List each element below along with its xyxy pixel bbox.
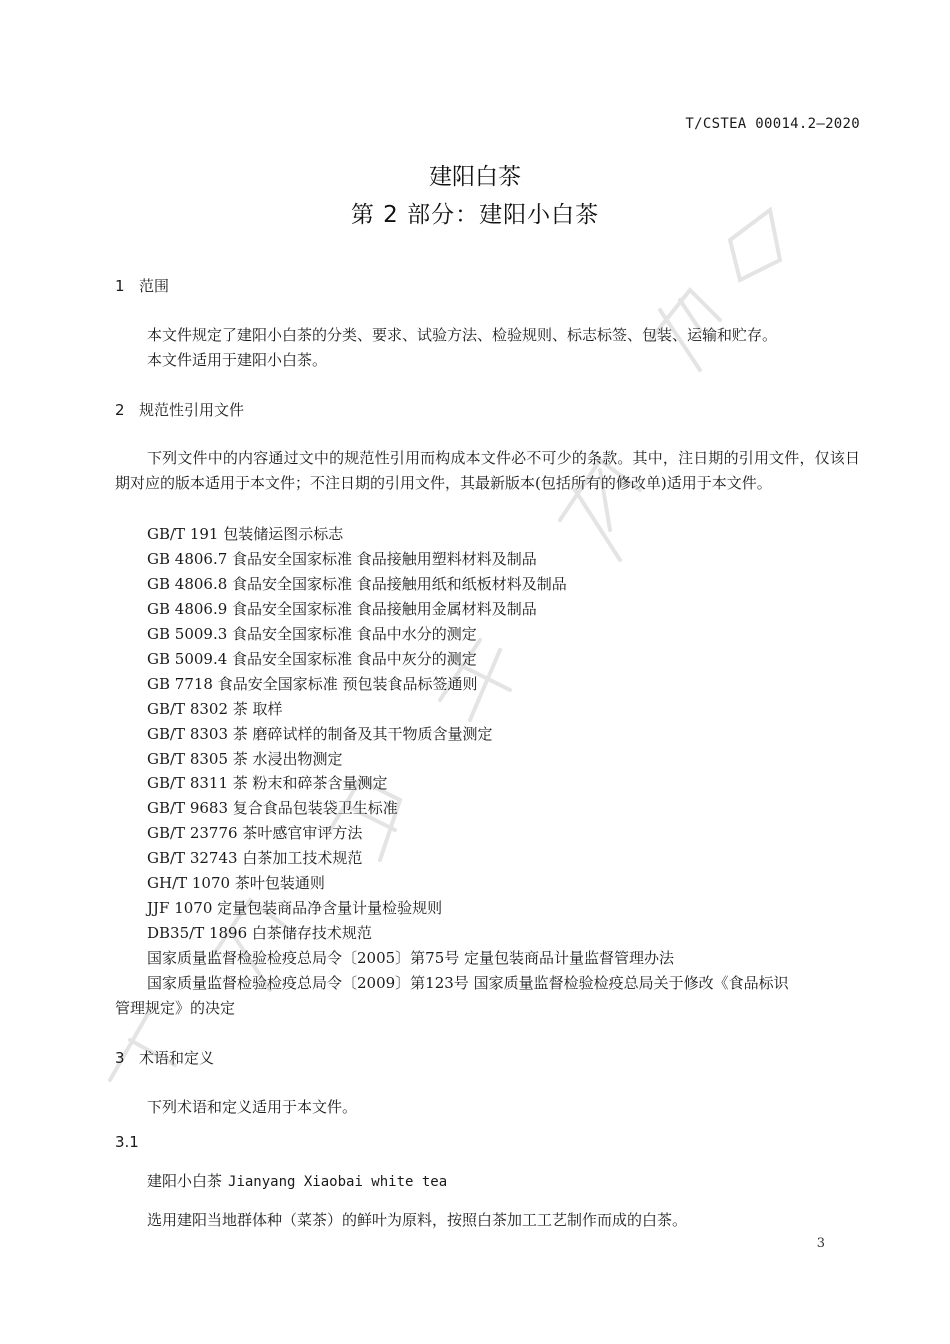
references-intro-paragraph: 下列文件中的内容通过文中的规范性引用而构成本文件必不可少的条款。其中，注日期的引用文件，仅该日期对应的版本适用于本文件；不注日期的引用文件，其最新版本(包括所有的修改单)适用于本文件。 xyxy=(115,449,860,492)
reference-item: GB 5009.3 食品安全国家标准 食品中水分的测定 xyxy=(147,625,477,643)
reference-item-continued: 管理规定》的决定 xyxy=(115,999,236,1017)
reference-item: GB/T 8311 茶 粉末和碎茶含量测定 xyxy=(147,774,388,792)
reference-item: GB 7718 食品安全国家标准 预包装食品标签通则 xyxy=(147,675,478,693)
section-title: 术语和定义 xyxy=(139,1049,215,1067)
section-title: 规范性引用文件 xyxy=(139,401,245,419)
scope-paragraph-1: 本文件规定了建阳小白茶的分类、要求、试验方法、检验规则、标志标签、包装、运输和贮存。 xyxy=(147,326,778,344)
reference-item: GB 4806.8 食品安全国家标准 食品接触用纸和纸板材料及制品 xyxy=(147,575,567,593)
reference-item: GB/T 191 包装储运图示标志 xyxy=(147,525,344,543)
term-definition: 选用建阳当地群体种（菜茶）的鲜叶为原料，按照白茶加工工艺制作而成的白茶。 xyxy=(147,1211,688,1229)
document-title: 建阳白茶 xyxy=(429,164,521,190)
reference-item: 国家质量监督检验检疫总局令〔2009〕第123号 国家质量监督检验检疫总局关于修改《食品标识 xyxy=(147,974,789,992)
term-chinese: 建阳小白茶 xyxy=(147,1172,223,1190)
section-heading-terms xyxy=(115,1047,214,1068)
reference-item: GB 4806.7 食品安全国家标准 食品接触用塑料材料及制品 xyxy=(147,550,537,568)
reference-item: GH/T 1070 茶叶包装通则 xyxy=(147,874,325,892)
standard-code: T/CSTEA 00014.2—2020 xyxy=(685,116,860,132)
section-heading-scope xyxy=(115,275,169,296)
section-number: 3 xyxy=(115,1049,125,1067)
section-heading-normative-references xyxy=(115,399,244,420)
section-number: 2 xyxy=(115,401,125,419)
reference-item: GB 5009.4 食品安全国家标准 食品中灰分的测定 xyxy=(147,650,477,668)
section-title: 范围 xyxy=(139,277,170,295)
scope-paragraph-2: 本文件适用于建阳小白茶。 xyxy=(147,351,328,369)
document-subtitle: 第 2 部分：建阳小白茶 xyxy=(350,202,600,228)
reference-item: GB/T 32743 白茶加工技术规范 xyxy=(147,849,363,867)
reference-item: GB/T 8302 茶 取样 xyxy=(147,700,283,718)
reference-item: GB/T 9683 复合食品包装袋卫生标准 xyxy=(147,799,398,817)
reference-item: GB 4806.9 食品安全国家标准 食品接触用金属材料及制品 xyxy=(147,600,537,618)
reference-item: GB/T 8305 茶 水浸出物测定 xyxy=(147,750,343,768)
reference-item: DB35/T 1896 白茶储存技术规范 xyxy=(147,924,372,942)
terms-intro-paragraph: 下列术语和定义适用于本文件。 xyxy=(147,1098,358,1116)
section-number: 1 xyxy=(115,277,125,295)
reference-item: GB/T 23776 茶叶感官审评方法 xyxy=(147,824,363,842)
term-entry xyxy=(147,1170,447,1191)
reference-item: GB/T 8303 茶 磨碎试样的制备及其干物质含量测定 xyxy=(147,725,493,743)
term-number: 3.1 xyxy=(115,1133,139,1151)
term-english: Jianyang Xiaobai white tea xyxy=(228,1174,448,1190)
reference-item: 国家质量监督检验检疫总局令〔2005〕第75号 定量包装商品计量监督管理办法 xyxy=(147,949,675,967)
reference-item: JJF 1070 定量包装商品净含量计量检验规则 xyxy=(147,899,443,917)
page-number: 3 xyxy=(816,1236,825,1251)
